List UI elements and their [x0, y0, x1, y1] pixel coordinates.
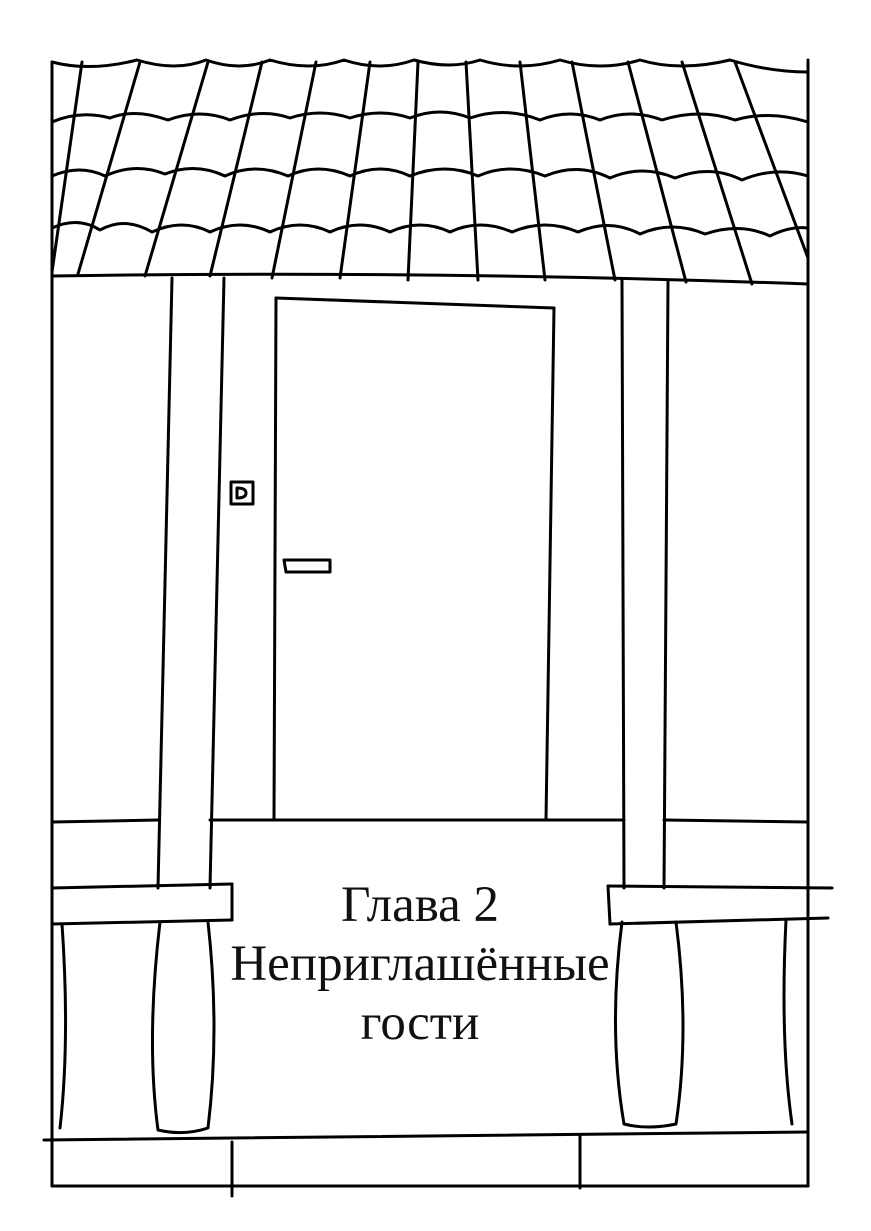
left-railing	[52, 884, 232, 924]
porch-line	[52, 820, 808, 822]
chapter-number: Глава 2	[340, 877, 500, 933]
chapter-title-line-2: гости	[360, 995, 480, 1051]
right-pillar	[622, 280, 668, 888]
left-pillar	[158, 278, 224, 888]
chapter-heading	[220, 876, 620, 1053]
door-handle	[284, 560, 330, 572]
right-balusters	[615, 920, 792, 1127]
left-balusters	[60, 922, 214, 1133]
chapter-title-line-1: Неприглашённые	[230, 936, 610, 992]
doorbell-icon	[231, 482, 253, 504]
roof-tiles	[52, 60, 808, 284]
right-railing	[608, 886, 832, 924]
